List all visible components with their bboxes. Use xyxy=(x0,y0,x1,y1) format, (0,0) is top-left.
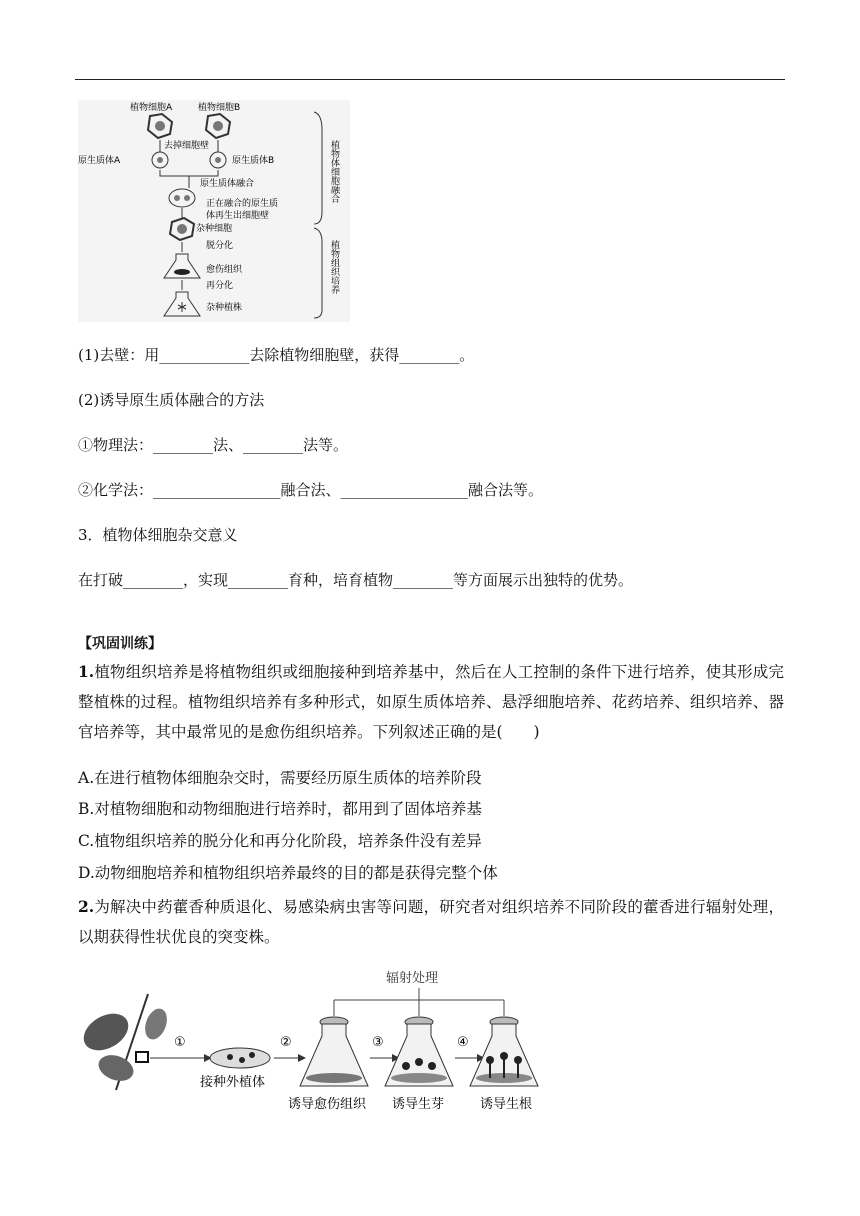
callus-label: 诱导愈伤组织 xyxy=(288,1097,367,1112)
cell-b-label: 植物细胞B xyxy=(198,103,241,113)
hybrid-plant-label: 杂种植株 xyxy=(206,303,243,313)
practice-header: 【巩固训练】 xyxy=(78,636,162,652)
cell-a-label: 植物细胞A xyxy=(130,103,173,113)
remove-wall-label: 去掉细胞壁 xyxy=(164,141,210,151)
section-3-body: 在打破________，实现________育种，培育植物________等方面展示出独特的优势。 xyxy=(78,571,634,589)
protoplast-a-label: 原生质体A xyxy=(78,156,121,166)
blank: ________ xyxy=(228,571,289,589)
option-a: A.在进行植物体细胞杂交时，需要经历原生质体的培养阶段 xyxy=(78,769,482,787)
rediff-label: 再分化 xyxy=(206,281,234,291)
chemical-method-line: ②化学法：_________________融合法、_________________融合法等。 xyxy=(78,481,544,499)
plant-icon xyxy=(77,994,171,1090)
flask-bud-icon xyxy=(385,1017,453,1086)
question-2-stem: 2.为解决中药藿香种质退化、易感染病虫害等问题，研究者对组织培养不同阶段的藿香进行辐射处理，以期获得性状优良的突变株。 xyxy=(78,897,784,946)
step-3-label: ③ xyxy=(372,1035,384,1050)
option-b: B.对植物细胞和动物细胞进行培养时，都用到了固体培养基 xyxy=(78,800,482,818)
physical-method-line: ①物理法：________法、________法等。 xyxy=(78,436,349,454)
option-d: D.动物细胞培养和植物组织培养最终的目的都是获得完整个体 xyxy=(78,864,498,882)
blank: ________ xyxy=(393,571,454,589)
regen-label-2: 体再生出细胞壁 xyxy=(206,211,270,221)
bracket-top-label: 植物体细胞融合 xyxy=(329,140,339,203)
step-2-label: ② xyxy=(280,1035,292,1050)
hybrid-cell-label: 杂种细胞 xyxy=(196,224,233,234)
blank: _________________ xyxy=(153,481,281,499)
explant-label: 接种外植体 xyxy=(200,1075,266,1090)
step-4-label: ④ xyxy=(457,1035,469,1050)
question-1-fill: (1)去壁：用____________去除植物细胞壁，获得________。 xyxy=(78,346,475,364)
blank: ________ xyxy=(153,436,214,454)
section-3-title: 3．植物体细胞杂交意义 xyxy=(78,526,238,544)
bud-label: 诱导生芽 xyxy=(392,1097,445,1112)
blank: ________ xyxy=(243,436,304,454)
flask-callus-icon xyxy=(300,1017,368,1086)
blank: ________ xyxy=(399,346,460,364)
question-2-title: (2)诱导原生质体融合的方法 xyxy=(78,391,265,409)
protoplast-b-label: 原生质体B xyxy=(232,156,275,166)
somatic-hybridization-figure xyxy=(78,100,350,322)
radiation-treatment-figure xyxy=(76,966,556,1116)
question-1-stem: 1.植物组织培养是将植物组织或细胞接种到培养基中，然后在人工控制的条件下进行培养，使其形成完整植株的过程。植物组织培养有多种形式，如原生质体培养、悬浮细胞培养、花药培养、组织培养、器官培养等，其中最常见的是愈伤组织培养。下列叙述正确的是( ) xyxy=(78,662,784,741)
blank: _________________ xyxy=(340,481,469,499)
bracket-bottom-label: 植物组织培养 xyxy=(329,240,339,294)
step-1-label: ① xyxy=(174,1035,186,1050)
blank: ________ xyxy=(123,571,184,589)
root-label: 诱导生根 xyxy=(480,1097,533,1112)
callus-label: 愈伤组织 xyxy=(206,265,243,275)
fusion-label: 原生质体融合 xyxy=(200,179,255,189)
dediff-label: 脱分化 xyxy=(206,241,234,251)
blank: ____________ xyxy=(159,346,250,364)
option-c: C.植物组织培养的脱分化和再分化阶段，培养条件没有差异 xyxy=(78,832,482,850)
flask-root-icon xyxy=(470,1017,538,1086)
regen-label-1: 正在融合的原生质 xyxy=(206,199,279,209)
radiation-label: 辐射处理 xyxy=(386,971,439,986)
header-rule xyxy=(75,79,785,80)
